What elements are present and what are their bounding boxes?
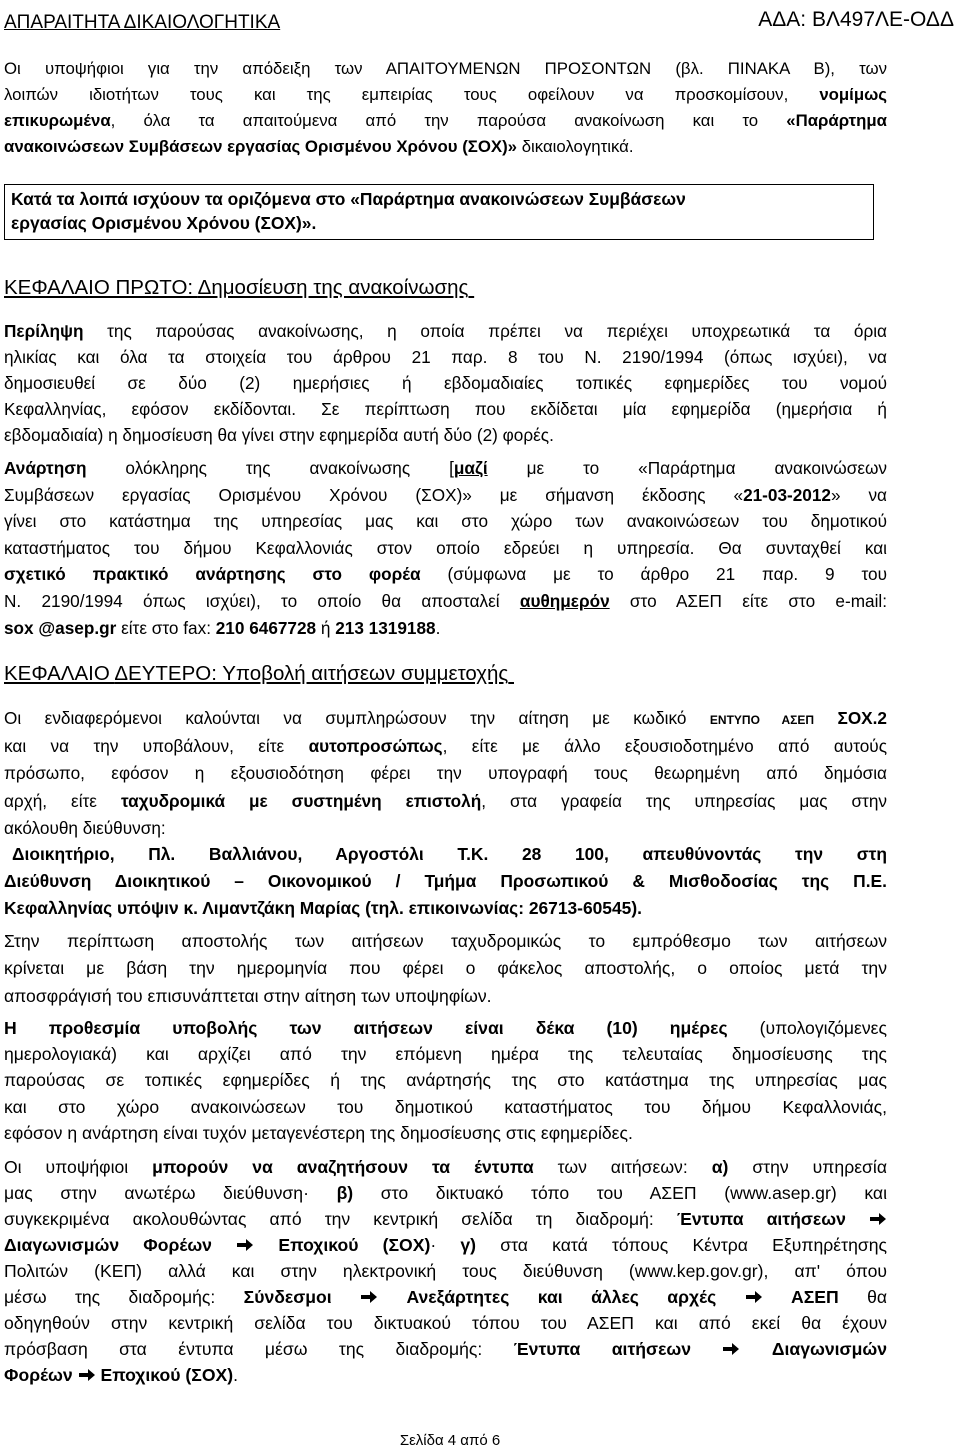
deadline-line-4: και στο χώρο ανακοινώσεων του δημοτικού καταστήματος του δήμου Κεφαλλονιάς, bbox=[4, 1096, 887, 1117]
posting-line-3: γίνει στο κατάστημα της υπηρεσίας μας και στο χώρο των ανακοινώσεων του δημοτικού bbox=[4, 511, 887, 532]
posting-line-2: Συμβάσεων εργασίας Ορισμένου Χρόνου (ΣΟΧ)» με σήμανση έκδοσης «21-03-2012» να bbox=[4, 484, 887, 505]
document-code: ΑΔΑ: ΒΛ497ΛΕ-ΟΔΔ bbox=[758, 8, 954, 31]
forms-line-9: Φορέων Εποχικού (ΣΟΧ). bbox=[4, 1365, 238, 1385]
deadline-line-3: παρούσας σε τοπικές εφημερίδες ή της ανάρτησής της στο κατάστημα της υπηρεσίας μας bbox=[4, 1070, 887, 1091]
deadline-paragraph bbox=[4, 1015, 887, 1146]
application-line-3: πρόσωπο, εφόσον η εξουσιοδότηση φέρει την υπογραφή τους θεωρημένη από δημόσια bbox=[4, 763, 887, 784]
summary-line-2: ηλικίας και όλα τα στοιχεία του άρθρου 21 παρ. 8 του Ν. 2190/1994 (όπως ισχύει), να bbox=[4, 347, 887, 367]
forms-line-8: πρόσβαση στα έντυπα μέσω της διαδρομής: Έντυπα αιτήσεων Διαγωνισμών bbox=[4, 1339, 888, 1359]
forms-line-7: οδηγηθούν στην κεντρική σελίδα του δικτυακού τόπου του ΑΣΕΠ και από εκεί θα έχουν bbox=[4, 1313, 887, 1333]
address-paragraph bbox=[4, 841, 887, 922]
deadline-line-2: ημερολογιακά) και αρχίζει από την επόμενη ημέρα της τελευταίας δημοσίευσης της bbox=[4, 1044, 887, 1065]
summary-line-3: δημοσιευθεί σε δύο (2) ημερήσιες ή εβδομαδιαίες τοπικές εφημερίδες του νομού bbox=[4, 373, 887, 393]
arrow-right-icon bbox=[78, 1368, 96, 1382]
arrow-right-icon bbox=[360, 1290, 378, 1304]
boxed-note-line-1: Κατά τα λοιπά ισχύουν τα οριζόμενα στο «Παράρτημα ανακοινώσεων Συμβάσεων bbox=[11, 189, 686, 209]
postal-line-3: αποσφράγισή του επισυνάπτεται στην αίτηση των υποψηφίων. bbox=[4, 985, 492, 1006]
summary-line-1: Περίληψη της παρούσας ανακοίνωσης, η οποία πρέπει να περιέχει υποχρεωτικά τα όρια bbox=[4, 321, 887, 341]
forms-line-2: μας στην ανωτέρω διεύθυνση· β) στο δικτυακό τόπο του ΑΣΕΠ (www.asep.gr) και bbox=[4, 1183, 887, 1203]
intro-line-1: Οι υποψήφιοι για την απόδειξη των ΑΠΑΙΤΟΥΜΕΝΩΝ ΠΡΟΣΟΝΤΩΝ (βλ. ΠΙΝΑΚΑ Β), των bbox=[4, 59, 887, 78]
application-paragraph bbox=[4, 705, 887, 843]
postal-line-2: κρίνεται με βάση την ημερομηνία που φέρει ο φάκελος αποστολής, ο οποίος μετά την bbox=[4, 958, 887, 979]
intro-line-3: επικυρωμένα, όλα τα απαιτούμενα από την παρούσα ανακοίνωση και το «Παράρτημα bbox=[4, 111, 887, 130]
intro-line-2: λοιπών ιδιοτήτων τους και της εμπειρίας τους οφείλουν να προσκομίσουν, νομίμως bbox=[4, 85, 887, 104]
forms-paragraph bbox=[4, 1154, 887, 1388]
forms-line-5: Πολιτών (ΚΕΠ) αλλά και στην ηλεκτρονική τους διεύθυνση (www.kep.gov.gr), απ' όπου bbox=[4, 1261, 887, 1281]
forms-line-4: Διαγωνισμών Φορέων Εποχικού (ΣΟΧ)· γ) στα κατά τόπους Κέντρα Εξυπηρέτησης bbox=[4, 1235, 888, 1255]
address-line-1: Διοικητήριο, Πλ. Βαλλιάνου, Αργοστόλι Τ.Κ. 28 100, απευθύνοντάς την στη bbox=[12, 844, 887, 864]
posting-line-1: Ανάρτηση ολόκληρης της ανακοίνωσης [μαζί με το «Παράρτημα ανακοινώσεων bbox=[4, 458, 887, 478]
deadline-line-5: εφόσον η ανάρτηση είναι τυχόν μεταγενέστερη της δημοσίευσης στις εφημερίδες. bbox=[4, 1122, 633, 1143]
summary-line-5: εβδομαδιαία) η δημοσίευση θα γίνει στην εφημερίδα αυτή δύο (2) φορές. bbox=[4, 425, 554, 445]
posting-paragraph bbox=[4, 455, 887, 641]
address-line-2: Διεύθυνση Διοικητικού – Οικονομικού / Τμήμα Προσωπικού & Μισθοδοσίας της Π.Ε. bbox=[4, 871, 887, 891]
deadline-line-1: Η προθεσμία υποβολής των αιτήσεων είναι δέκα (10) ημέρες (υπολογιζόμενες bbox=[4, 1018, 887, 1038]
intro-line-4: ανακοινώσεων Συμβάσεων εργασίας Ορισμένου Χρόνου (ΣΟΧ)» δικαιολογητικά. bbox=[4, 137, 634, 156]
posting-line-6: Ν. 2190/1994 όπως ισχύει), το οποίο θα αποσταλεί αυθημερόν στο ΑΣΕΠ είτε στο e-mail: bbox=[4, 590, 887, 611]
arrow-right-icon bbox=[722, 1342, 740, 1356]
intro-paragraph bbox=[4, 56, 887, 160]
posting-line-4: καταστήματος του δήμου Κεφαλλονιάς στον οποίο εδρεύει η υπηρεσία. Θα συνταχθεί και bbox=[4, 537, 887, 558]
address-line-3: Κεφαλληνίας υπόψιν κ. Λιμαντζάκη Μαρίας (τηλ. επικοινωνίας: 26713-60545). bbox=[4, 898, 642, 918]
summary-line-4: Κεφαλληνίας, εφόσον εκδίδονται. Σε περίπτωση που εκδίδεται μία εφημερίδα (ημερήσια ή bbox=[4, 399, 887, 419]
email-address: sox @asep.gr bbox=[4, 617, 117, 638]
arrow-right-icon bbox=[869, 1212, 887, 1226]
application-line-4: αρχή, είτε ταχυδρομικά με συστημένη επιστολή, στα γραφεία της υπηρεσίας μας στην bbox=[4, 790, 887, 811]
forms-line-1: Οι υποψήφιοι μπορούν να αναζητήσουν τα έντυπα των αιτήσεων: α) στην υπηρεσία bbox=[4, 1157, 887, 1177]
posting-line-5: σχετικό πρακτικό ανάρτησης στο φορέα (σύμφωνα με το άρθρο 21 παρ. 9 του bbox=[4, 564, 887, 585]
application-line-5: ακόλουθη διεύθυνση: bbox=[4, 818, 166, 839]
fax-number-2: 213 1319188 bbox=[335, 617, 436, 638]
boxed-note bbox=[4, 184, 874, 240]
forms-line-6: μέσω της διαδρομής: Σύνδεσμοι Ανεξάρτητες και άλλες αρχές ΑΣΕΠ θα bbox=[4, 1287, 888, 1307]
page-number: Σελίδα 4 από 6 bbox=[399, 1432, 501, 1449]
postal-line-1: Στην περίπτωση αποστολής των αιτήσεων ταχυδρομικώς το εμπρόθεσμο των αιτήσεων bbox=[4, 931, 887, 951]
document-heading: ΑΠΑΡΑΙΤΗΤΑ ΔΙΚΑΙΟΛΟΓΗΤΙΚΑ bbox=[4, 12, 281, 33]
arrow-right-icon bbox=[236, 1238, 254, 1252]
chapter-one-heading: ΚΕΦΑΛΑΙΟ ΠΡΩΤΟ: Δημοσίευση της ανακοίνωσης bbox=[4, 276, 469, 299]
forms-line-3: συγκεκριμένα ακολουθώντας από την κεντρική σελίδα τη διαδρομή: Έντυπα αιτήσεων bbox=[4, 1206, 887, 1232]
summary-paragraph bbox=[4, 318, 887, 448]
application-line-1: Οι ενδιαφερόμενοι καλούνται να συμπληρώσουν την αίτηση με κωδικό ΕΝΤΥΠΟ ΑΣΕΠ ΣΟΧ.2 bbox=[4, 708, 887, 728]
postal-paragraph bbox=[4, 928, 887, 1010]
boxed-note-line-2: εργασίας Ορισμένου Χρόνου (ΣΟΧ)». bbox=[11, 213, 317, 233]
chapter-two-heading: ΚΕΦΑΛΑΙΟ ΔΕΥΤΕΡΟ: Υποβολή αιτήσεων συμμετοχής bbox=[4, 662, 509, 685]
application-line-2: και να την υποβάλουν, είτε αυτοπροσώπως, είτε με άλλο εξουσιοδοτημένο από αυτούς bbox=[4, 735, 887, 756]
arrow-right-icon bbox=[745, 1290, 763, 1304]
fax-number-1: 210 6467728 bbox=[215, 617, 317, 638]
posting-line-7: sox @asep.gr είτε στο fax: 210 6467728 ή 213 1319188. bbox=[4, 617, 441, 638]
